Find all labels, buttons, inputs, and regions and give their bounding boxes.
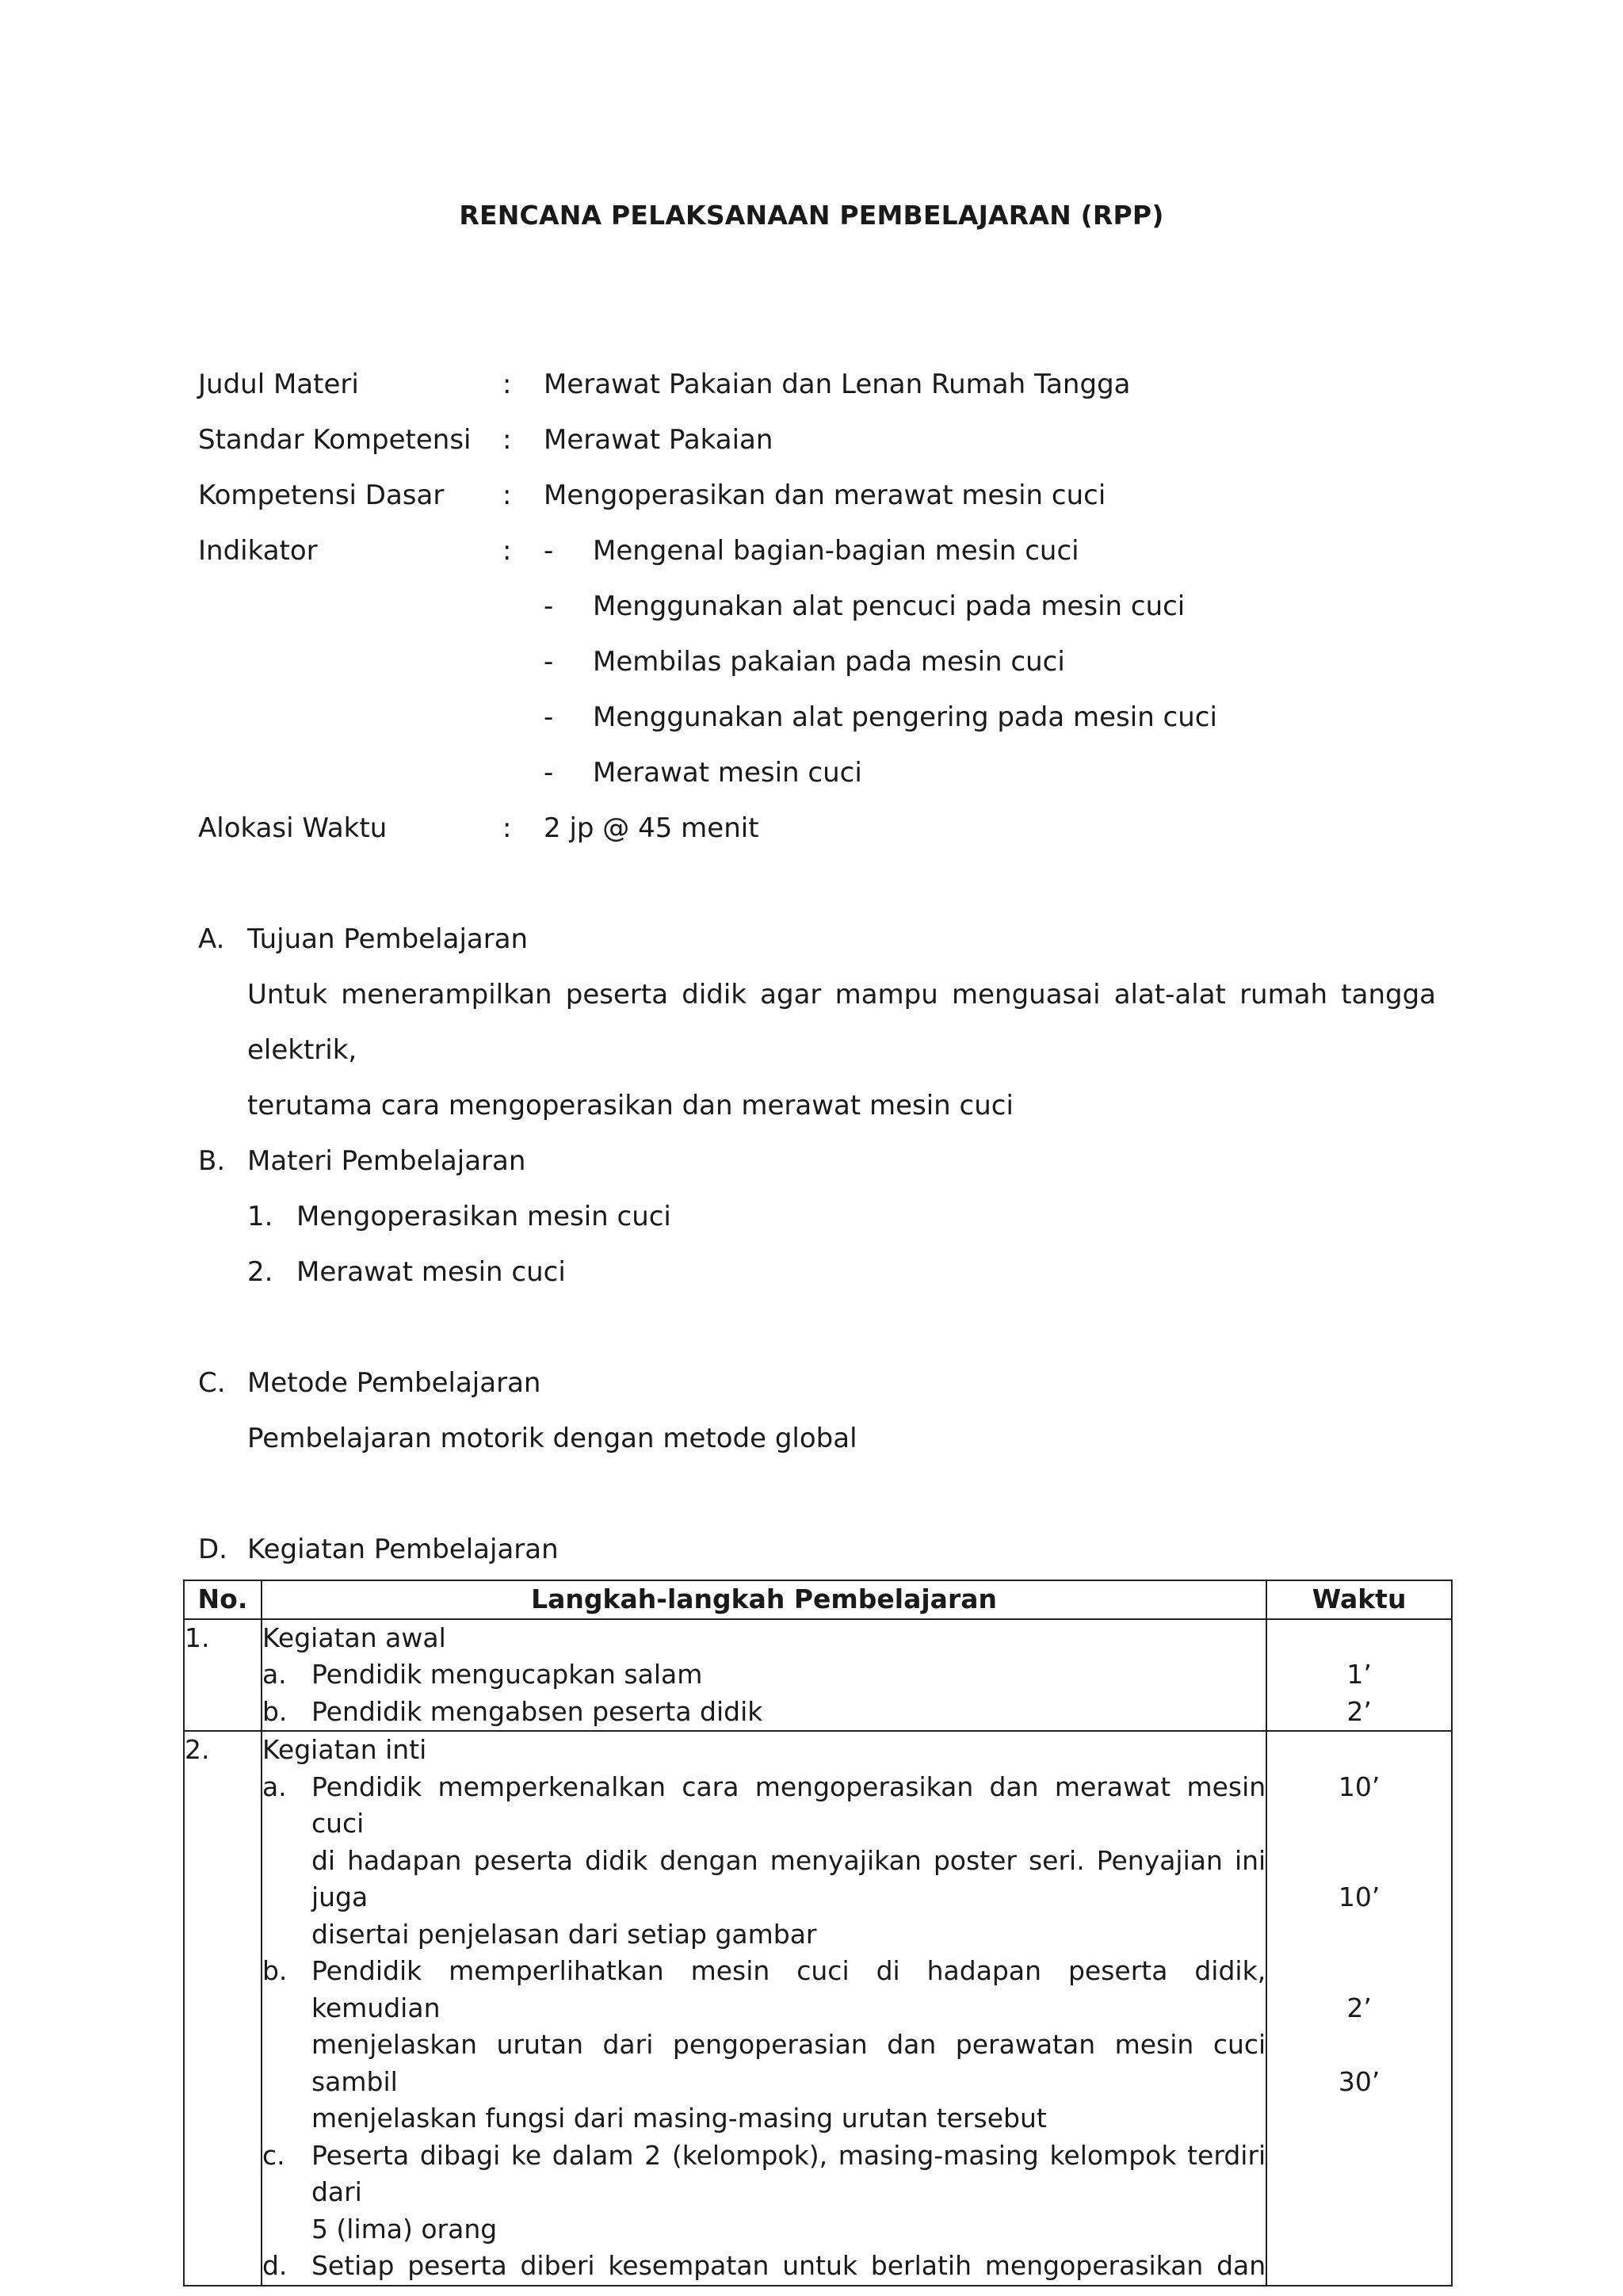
section-letter: B.: [198, 1145, 226, 1177]
section-title: Kegiatan Pembelajaran: [247, 1534, 559, 1565]
item-text: [311, 2137, 1266, 2248]
item-line: Setiap peserta diberi kesempatan untuk berlatih mengoperasikan dan: [311, 2250, 1266, 2281]
row-number: 2.: [184, 1731, 262, 2286]
item-label: b.: [262, 1695, 288, 1727]
meta-value: Merawat Pakaian dan Lenan Rumah Tangga: [544, 369, 1131, 400]
row-number: 1.: [184, 1619, 262, 1732]
time-value: 10’: [1338, 1881, 1381, 1912]
item-text: [311, 2248, 1266, 2285]
meta-value: 2 jp @ 45 menit: [544, 812, 759, 844]
meta-label: Standar Kompetensi: [198, 424, 472, 456]
item-text: [311, 1953, 1266, 2137]
table-header-row: [184, 1580, 1452, 1619]
meta-label: Indikator: [198, 535, 318, 567]
list-text: Mengoperasikan mesin cuci: [296, 1201, 671, 1232]
meta-label: Alokasi Waktu: [198, 812, 388, 844]
item-line: 5 (lima) orang: [311, 2213, 498, 2244]
meta-colon: :: [502, 535, 512, 567]
paragraph-line: Pembelajaran motorik dengan metode global: [247, 1423, 857, 1454]
activity-title: Kegiatan inti: [262, 1734, 427, 1765]
row-steps: [262, 1731, 1266, 2286]
indicator-item: Menggunakan alat pencuci pada mesin cuci: [593, 590, 1186, 622]
meta-colon: :: [502, 369, 512, 400]
section-title: Materi Pembelajaran: [247, 1145, 526, 1177]
time-value: 2’: [1346, 1695, 1372, 1727]
row-steps: [262, 1619, 1266, 1732]
item-label: a.: [262, 1659, 287, 1690]
item-line: disertai penjelasan dari setiap gambar: [311, 1918, 817, 1950]
list-text: Merawat mesin cuci: [296, 1256, 566, 1288]
item-line: menjelaskan fungsi dari masing-masing urutan tersebut: [311, 2103, 1047, 2134]
paragraph-line: Untuk menerampilkan peserta didik agar mampu menguasai alat-alat rumah tangga elektrik,: [247, 979, 1436, 1066]
table-row: [184, 1731, 1452, 2286]
item-text: [311, 1656, 1266, 1694]
meta-value: Merawat Pakaian: [544, 424, 773, 456]
meta-colon: :: [502, 424, 512, 456]
item-line: Pendidik mengucapkan salam: [311, 1659, 703, 1690]
item-label: b.: [262, 1955, 288, 1986]
time-value: 1’: [1346, 1659, 1372, 1690]
table-row: [184, 1619, 1452, 1732]
item-line: Pendidik mengabsen peserta didik: [311, 1695, 763, 1727]
row-time: [1266, 1619, 1452, 1732]
indicator-dash: -: [544, 701, 554, 733]
item-line: di hadapan peserta didik dengan menyajikan poster seri. Penyajian ini juga: [311, 1844, 1266, 1912]
section-letter: C.: [198, 1367, 226, 1399]
indicator-item: Membilas pakaian pada mesin cuci: [593, 646, 1065, 678]
section-a-paragraph: [247, 967, 1436, 1133]
item-text: [311, 1694, 1266, 1731]
meta-value: Mengoperasikan dan merawat mesin cuci: [544, 479, 1106, 511]
section-title: Tujuan Pembelajaran: [247, 923, 529, 955]
indicator-item: Merawat mesin cuci: [593, 757, 862, 789]
meta-label: Kompetensi Dasar: [198, 479, 445, 511]
header-no: No.: [184, 1580, 262, 1619]
indicator-item: Menggunakan alat pengering pada mesin cuci: [593, 701, 1217, 733]
section-letter: A.: [198, 923, 225, 955]
list-number: 1.: [247, 1201, 273, 1232]
section-c-text: [247, 1419, 857, 1458]
item-line: Peserta dibagi ke dalam 2 (kelompok), masing-masing kelompok terdiri dari: [311, 2139, 1266, 2207]
indicator-dash: -: [544, 646, 554, 678]
activities-table: [183, 1580, 1453, 2286]
indicator-dash: -: [544, 535, 554, 567]
item-label: d.: [262, 2250, 288, 2281]
activity-item: [262, 1694, 1266, 1731]
item-line: menjelaskan urutan dari pengoperasian dan perawatan mesin cuci sambil: [311, 2029, 1266, 2097]
item-line: Pendidik memperkenalkan cara mengoperasikan dan merawat mesin cuci: [311, 1771, 1266, 1839]
time-value: 10’: [1338, 1771, 1381, 1802]
item-label: a.: [262, 1771, 287, 1802]
indicator-dash: -: [544, 757, 554, 789]
time-value: 2’: [1346, 1992, 1372, 2023]
header-time: Waktu: [1266, 1580, 1452, 1619]
meta-colon: :: [502, 812, 512, 844]
document-title: RENCANA PELAKSANAAN PEMBELAJARAN (RPP): [459, 200, 1164, 231]
item-line: Pendidik memperlihatkan mesin cuci di hadapan peserta didik, kemudian: [311, 1955, 1266, 2023]
item-text: [311, 1769, 1266, 1954]
meta-colon: :: [502, 479, 512, 511]
list-number: 2.: [247, 1256, 273, 1288]
section-letter: D.: [198, 1534, 227, 1565]
header-steps: Langkah-langkah Pembelajaran: [262, 1580, 1266, 1619]
indicator-dash: -: [544, 590, 554, 622]
indicator-item: Mengenal bagian-bagian mesin cuci: [593, 535, 1079, 567]
activity-item: [262, 2248, 1266, 2285]
activity-item: [262, 1953, 1266, 2137]
paragraph-line: terutama cara mengoperasikan dan merawat mesin cuci: [247, 1090, 1014, 1121]
activity-title: Kegiatan awal: [262, 1622, 446, 1653]
activity-item: [262, 1656, 1266, 1694]
activity-item: [262, 2137, 1266, 2248]
meta-label: Judul Materi: [198, 369, 359, 400]
activity-item: [262, 1769, 1266, 1954]
section-title: Metode Pembelajaran: [247, 1367, 541, 1399]
time-value: 30’: [1338, 2065, 1381, 2097]
row-time: [1266, 1731, 1452, 2286]
item-label: c.: [262, 2139, 285, 2171]
